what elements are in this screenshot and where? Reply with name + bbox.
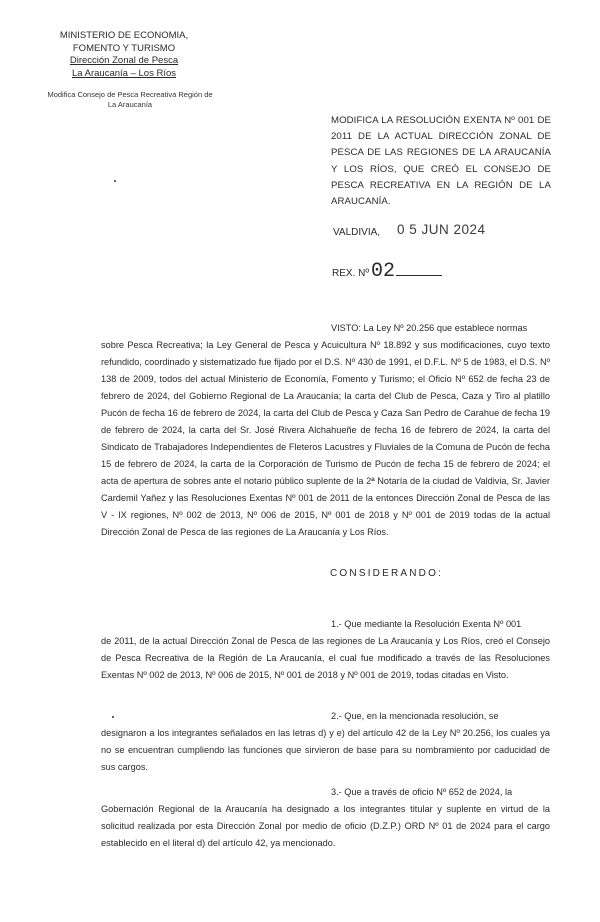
scan-mark	[114, 180, 116, 182]
visto-first-line: VISTO: La Ley Nº 20.256 que establece normas	[331, 323, 528, 333]
zonal-regions: La Araucanía – Los Ríos	[71, 67, 177, 79]
visto-body: sobre Pesca Recreativa; la Ley General de Pesca y Acuicultura Nº 18.892 y sus modificaciones, cuyo texto refundido, coordinado y sistematizado fue fijado por el D.S. Nº 430 de 1991, el D.F.L. Nº 5 de 1983, el D.S. Nº 138 de 2009, todos del actual Ministerio de Economía, Fomento y Turismo; el Oficio Nº 652 de fecha 23 de febrero de 2024, del Gobierno Regional de La Araucanía; la carta del Club de Pesca, Caza y Tiro al platillo Pucón de fecha 16 de febrero de 2024, la carta del Club de Pesca y Caza San Pedro de Carahue de fecha 19 de febrero de 2024, la carta del Sr. José Rivera Alchahueñe de fecha 16 de febrero de 2024, la carta del Sindicato de Trabajadores Independientes de Fleteros Lacustres y Fluviales de la Comuna de Pucón de fecha 15 de febrero de 2024, la carta de la Corporación de Turismo de Pucón de fecha 15 de febrero de 2024; el acta de apertura de sobres ante el notario público suplente de la 2ª Notaría de la ciudad de Valdivia, Sr. Javier Cardemil Yañez y las Resoluciones Exentas Nº 001 de 2011 de la entonces Dirección Zonal de Pesca de las V - IX regiones, Nº 002 de 2013, Nº 006 de 2015, Nº 001 de 2018 y Nº 001 de 2019 todas de la actual Dirección Zonal de Pesca de las regiones de La Araucanía y Los Ríos.	[101, 340, 550, 537]
city-label: VALDIVIA,	[333, 227, 381, 238]
rex-underline	[396, 275, 442, 276]
ministry-name: MINISTERIO DE ECONOMIA,	[59, 30, 189, 41]
date-line	[333, 222, 486, 238]
rex-label: REX. Nº	[332, 268, 369, 279]
date-stamp: 0 5 JUN 2024	[397, 222, 486, 237]
ministry-subname: FOMENTO Y TURISMO	[72, 42, 176, 54]
considerando-item-3	[101, 784, 550, 852]
item-3-body: Gobernación Regional de la Araucanía ha designado a los integrantes titular y suplente en virtud de la solicitud realizada por esta Dirección Zonal por medio de oficio (D.Z.P.) ORD Nº 01 de 2024 para el cargo establecido en el literal d) del artículo 42, ya mencionado.	[101, 804, 550, 848]
item-2-first-line: 2.- Que, en la mencionada resolución, se	[331, 711, 499, 721]
subject-line-1: Modifica Consejo de Pesca Recreativa Región de	[47, 90, 213, 99]
considerando-heading: CONSIDERANDO:	[330, 568, 444, 579]
resolution-number	[332, 260, 442, 283]
considerando-item-1	[101, 616, 550, 684]
resolution-title: MODIFICA LA RESOLUCIÓN EXENTA Nº 001 DE 2011 DE LA ACTUAL DIRECCIÓN ZONAL DE PESCA DE LAS REGIONES DE LA ARAUCANÍA Y LOS RÍOS, QUE CREÓ EL CONSEJO DE PESCA RECREATIVA EN LA REGIÓN DE LA ARAUCANÍA.	[331, 115, 551, 208]
item-3-first-line: 3.- Que a través de oficio Nº 652 de 2024, la	[331, 787, 513, 797]
letterhead	[0, 30, 248, 80]
subject-reference	[30, 90, 230, 109]
item-2-body: designaron a los integrantes señalados en las letras d) y e) del artículo 42 de la Ley Nº 20.256, los cuales ya no se encuentran cumpliendo las funciones que sirvieron de base para su nombramiento por caducidad de sus cargos.	[101, 728, 550, 772]
item-1-body: de 2011, de la actual Dirección Zonal de Pesca de las regiones de La Araucanía y Los Ríos, creó el Consejo de Pesca Recreativa de la Región de La Araucanía, el cual fue modificado a través de las Resoluciones Exentas Nº 002 de 2013, Nº 006 de 2015, Nº 001 de 2018 y Nº 001 de 2019, todas citadas en Visto.	[101, 636, 550, 680]
subject-line-2: La Araucanía	[107, 99, 153, 109]
considerando-item-2	[101, 708, 550, 776]
item-1-first-line: 1.- Que mediante la Resolución Exenta Nº 001	[331, 619, 522, 629]
zonal-direction: Dirección Zonal de Pesca	[69, 55, 179, 66]
visto-paragraph	[101, 320, 550, 541]
rex-number: 02	[371, 260, 396, 283]
